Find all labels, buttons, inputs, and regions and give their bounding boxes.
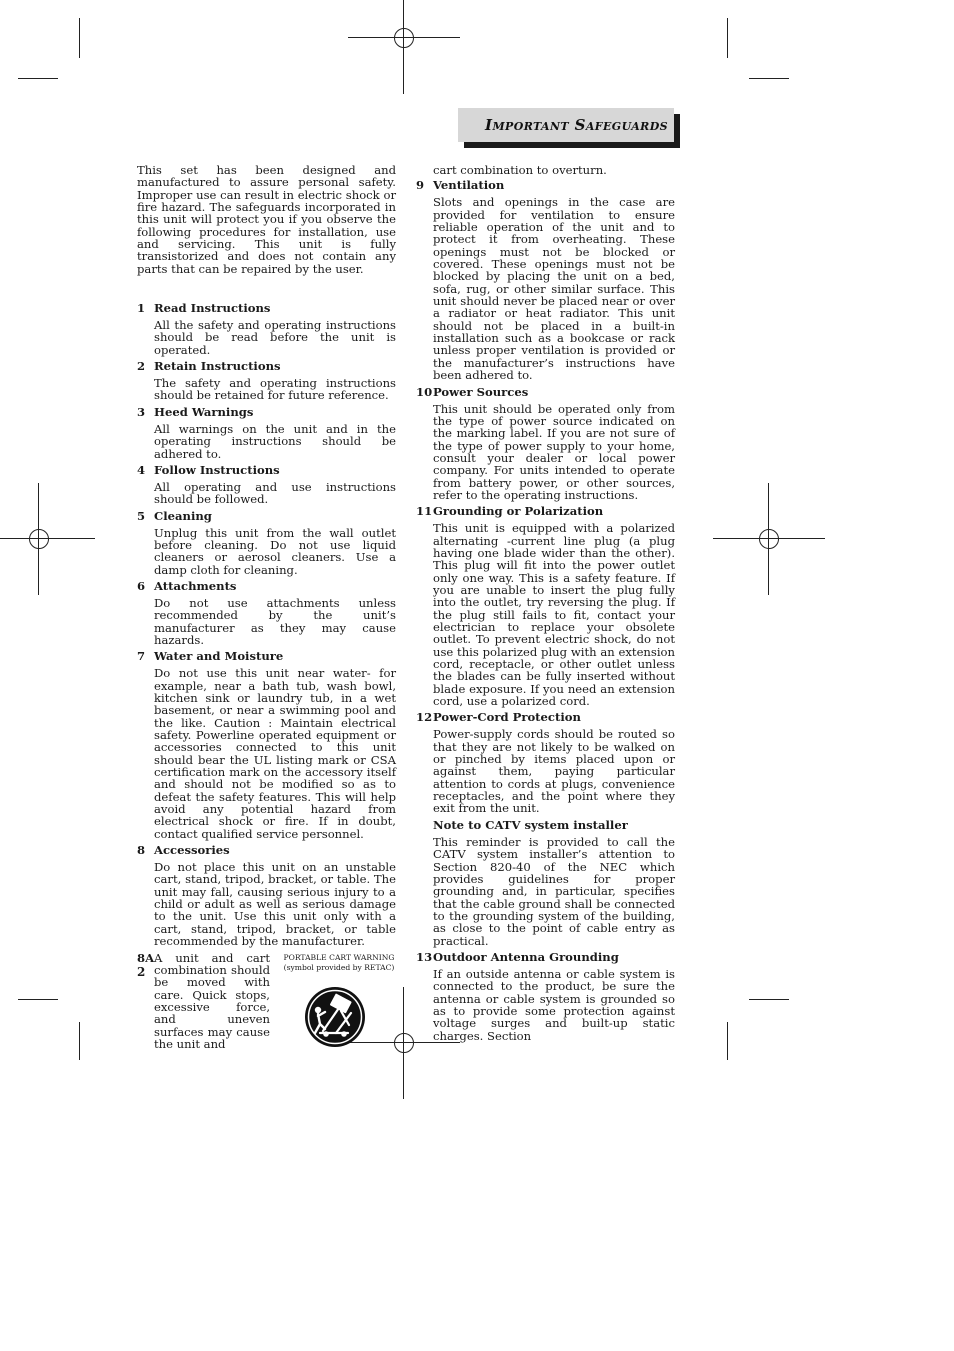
- section-title: Accessories: [154, 843, 230, 858]
- section-heading: [416, 179, 675, 192]
- section-body: All operating and use instructions should be followed.: [154, 479, 396, 507]
- section-heading: [137, 510, 396, 523]
- section-number: 5: [137, 508, 146, 523]
- left-column: [137, 163, 396, 1051]
- section-number: 3: [137, 404, 146, 419]
- section-body: The safety and operating instructions should be retained for future reference.: [154, 376, 396, 403]
- section-number: 4: [137, 462, 146, 477]
- section-body: This unit is equipped with a polarized alternating -current line plug (a plug having one blade wider than the other). This plug will fit into the power outlet only one way. This is a safety feature. If you are unable to insert the plug fully into the outlet, try reversing the plug. If the plug still fails to fit, contact your electrician to replace your obsolete outlet. To prevent electric shock, do not use this polarized plug with an extension cord, receptacle, or other outlet unless the blades can be fully inserted without blade exposure. If you need an extension cord, use a polarized cord.: [433, 521, 675, 709]
- section-read-instructions: [137, 302, 396, 356]
- section-body: A unit and cart combination should be moved with care. Quick stops, excessive force, and uneven surfaces may cause the unit and: [154, 950, 270, 1051]
- section-grounding-or-polarization: [416, 505, 675, 707]
- crop-mark-top-right-v: [727, 18, 728, 58]
- section-ventilation: [416, 179, 675, 381]
- section-title: Power Sources: [433, 384, 529, 399]
- section-title: Read Instructions: [154, 301, 271, 316]
- section-cleaning: [137, 510, 396, 576]
- section-catv-note: [416, 819, 675, 947]
- crop-mark-top-left-h: [18, 78, 58, 79]
- section-follow-instructions: [137, 464, 396, 506]
- page-number: 2: [137, 965, 146, 979]
- section-number: 9: [416, 178, 425, 193]
- section-title: Ventilation: [433, 178, 505, 193]
- section-power-cord-protection: [416, 711, 675, 814]
- section-title: Heed Warnings: [154, 404, 254, 419]
- section-title: Outdoor Antenna Grounding: [433, 949, 619, 964]
- registration-mark-right: [751, 521, 787, 557]
- section-body: All the safety and operating instructions should be read before the unit is operated.: [154, 318, 396, 357]
- section-heading: [137, 580, 396, 593]
- cart-warning-caption: [279, 952, 399, 972]
- intro-paragraph: This set has been designed and manufactured to assure personal safety. Improper use can result in electric shock or fire hazard. The safeguards incorporated in this unit will protect you if you observe the following procedures for installation, use and servicing. This unit is fully transistorized and does not contain any parts that can be repaired by the user.: [137, 163, 396, 276]
- crop-mark-bottom-right-h: [749, 999, 789, 1000]
- section-body: This unit should be operated only from the type of power source indicated on the marking label. If you are not sure of the type of power supply to your home, consult your dealer or local power company. For units intended to operate from battery power, or other sources, refer to the operating instructions.: [433, 401, 675, 502]
- section-number: 11: [416, 504, 433, 519]
- section-body: Do not use this unit near water- for example, near a bath tub, wash bowl, kitchen sink or laundry tub, in a wet basement, or near a swimming pool and the like. Caution : Maintain electrical safety. Powerline operated equipment or accessories connected to this unit should bear the UL listing mark or CSA certification mark on the accessory itself and should not be modified so as to defeat the safety features. This will help avoid any potential hazard from electrical shock or fire. If in doubt, contact qualified service personnel.: [154, 666, 396, 841]
- section-title: Follow Instructions: [154, 462, 280, 477]
- section-body: Do not place this unit on an unstable cart, stand, tripod, bracket, or table. The unit may fall, causing serious injury to a child or adult as well as serious damage to the unit. Use this unit only with a cart, stand, tripod, bracket, or table recommended by the manufacturer.: [154, 860, 396, 949]
- section-number: 2: [137, 359, 146, 374]
- section-heed-warnings: [137, 406, 396, 460]
- section-heading: [416, 386, 675, 399]
- section-title: Power-Cord Protection: [433, 710, 581, 725]
- crop-mark-top-left-v: [79, 18, 80, 58]
- section-body: Unplug this unit from the wall outlet before cleaning. Do not use liquid cleaners or aerosol cleaners. Use a damp cloth for cleaning.: [154, 525, 396, 577]
- section-heading: [416, 505, 675, 518]
- header-box: [458, 108, 674, 142]
- section-heading: [416, 711, 675, 724]
- section-header-tab: [458, 108, 680, 146]
- section-number: 13: [416, 949, 433, 964]
- section-number: 8: [137, 843, 146, 858]
- crop-mark-bottom-left-h: [18, 999, 58, 1000]
- page-title: Important Safeguards: [485, 116, 668, 134]
- registration-mark-left: [21, 521, 57, 557]
- cart-warning-credit: (symbol provided by RETAC): [283, 962, 395, 972]
- section-title: Attachments: [154, 578, 237, 593]
- section-heading: [137, 844, 396, 857]
- section-body: Do not use attachments unless recommended by the unit’s manufacturer as they may cause hazards.: [154, 595, 396, 647]
- section-heading: [137, 360, 396, 373]
- section-heading: [137, 302, 396, 315]
- cart-warning-title: PORTABLE CART WARNING: [283, 952, 395, 962]
- crop-mark-top-right-h: [749, 78, 789, 79]
- section-heading: [137, 650, 396, 663]
- section-accessories: [137, 844, 396, 947]
- section-number: 1: [137, 301, 146, 316]
- section-heading: [416, 951, 675, 964]
- section-title: Cleaning: [154, 508, 212, 523]
- section-retain-instructions: [137, 360, 396, 402]
- section-attachments: [137, 580, 396, 646]
- section-number: 10: [416, 384, 433, 399]
- section-8a-cart-warning: [137, 950, 396, 1051]
- registration-mark-top: [386, 20, 422, 56]
- note-body: This reminder is provided to call the CATV system installer’s attention to Section 820-40 of the NEC which provides guidelines for proper grounding and, in particular, specifies that the cable ground shall be connected to the grounding system of the building, as close to the point of cable entry as practical.: [433, 834, 675, 948]
- section-number: 7: [137, 649, 146, 664]
- section-title: Water and Moisture: [154, 649, 284, 664]
- section-body: Power-supply cords should be routed so that they are not likely to be walked on or pinched by items placed upon or against them, paying particular attention to cords at plugs, convenience receptacles, and the point where they exit from the unit.: [433, 727, 675, 816]
- tipping-cart-icon: [303, 985, 367, 1049]
- continuation-text: cart combination to overturn.: [433, 163, 607, 177]
- right-column: [416, 164, 675, 1046]
- section-outdoor-antenna-grounding: [416, 951, 675, 1042]
- section-power-sources: [416, 386, 675, 502]
- crop-mark-bottom-right-v: [727, 1022, 728, 1060]
- section-body: All warnings on the unit and in the operating instructions should be adhered to.: [154, 421, 396, 461]
- section-heading: [137, 464, 396, 477]
- section-number: 8A: [137, 950, 155, 965]
- section-number: 12: [416, 710, 433, 725]
- section-water-and-moisture: [137, 650, 396, 840]
- section-body: Slots and openings in the case are provided for ventilation to ensure reliable operation of the unit and to protect it from overheating. These openings must not be blocked or covered. These openings must not be blocked by placing the unit on a bed, sofa, rug, or other similar surface. This unit should never be placed near or over a radiator or heat radiator. This unit should not be placed in a built-in installation such as a bookcase or rack unless proper ventilation is provided or the manufacturer’s instructions have been adhered to.: [433, 195, 675, 383]
- section-title: Retain Instructions: [154, 359, 281, 374]
- section-body: If an outside antenna or cable system is connected to the product, be sure the antenna or cable system is grounded so as to provide some protection against voltage surges and built-up static charges. Section: [433, 966, 675, 1043]
- section-title: Grounding or Polarization: [433, 504, 604, 519]
- section-heading: [137, 406, 396, 419]
- crop-mark-bottom-left-v: [79, 1022, 80, 1060]
- note-heading: Note to CATV system installer: [433, 817, 628, 832]
- section-number: 6: [137, 578, 146, 593]
